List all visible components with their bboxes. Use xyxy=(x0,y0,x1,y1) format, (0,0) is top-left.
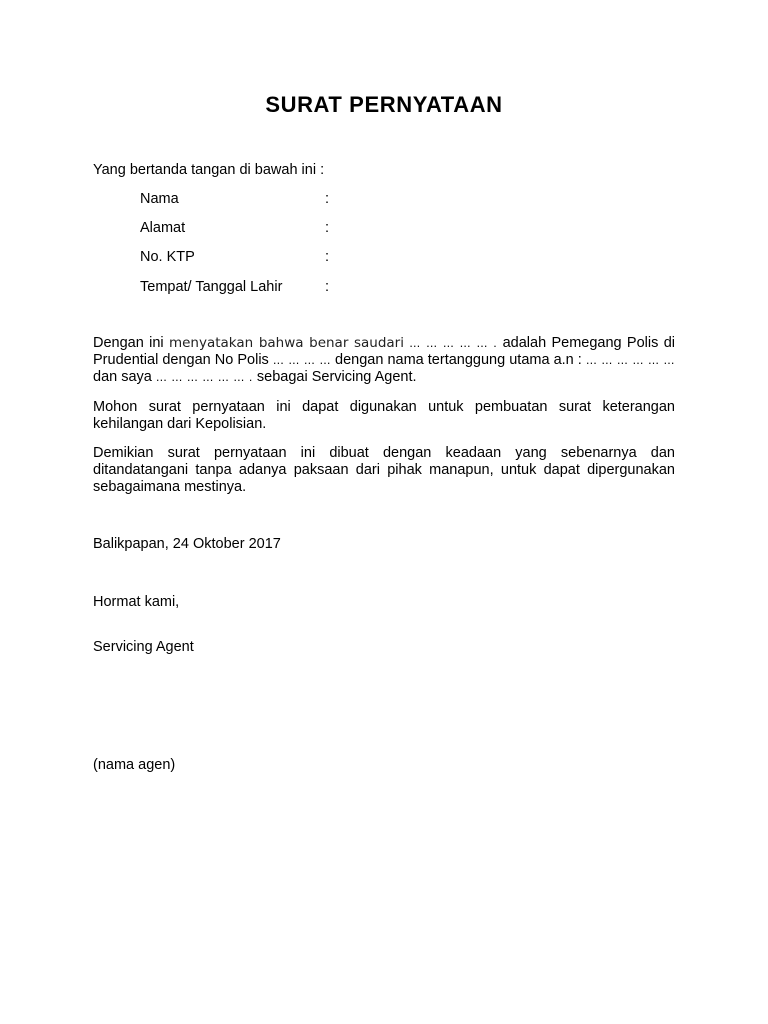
field-row-no-ktp xyxy=(140,249,440,269)
field-label: Tempat/ Tanggal Lahir xyxy=(140,279,283,295)
field-colon: : xyxy=(325,279,330,295)
blank-dots: … … … … … . xyxy=(403,337,503,350)
field-label: Alamat xyxy=(140,220,186,236)
paragraph-text: dan saya xyxy=(93,369,156,385)
field-colon: : xyxy=(325,249,330,265)
paragraph-text: Dengan ini xyxy=(93,335,169,351)
field-colon: : xyxy=(325,191,330,207)
blank-dots: … … … … xyxy=(272,354,331,367)
signer-name: (nama agen) xyxy=(93,757,176,773)
paragraph-text: menyatakan bahwa benar saudari xyxy=(168,335,404,351)
closing-paragraph: Demikian surat pernyataan ini dibuat dengan keadaan yang sebenarnya dan ditandatangani tanpa adanya paksaan dari pihak manapun, untuk dapat dipergunakan sebagaimana mestinya. xyxy=(93,445,675,495)
signer-role: Servicing Agent xyxy=(93,639,194,655)
closing-salutation: Hormat kami, xyxy=(93,594,180,610)
paragraph-text: adalah Pemegang Polis di Prudential dengan No Polis xyxy=(93,335,675,368)
field-row-alamat xyxy=(140,220,440,240)
field-label: No. KTP xyxy=(140,249,195,265)
document-title: SURAT PERNYATAAN xyxy=(265,92,503,117)
intro-line: Yang bertanda tangan di bawah ini : xyxy=(93,162,325,178)
statement-paragraph xyxy=(93,335,675,386)
field-label: Nama xyxy=(140,191,179,207)
field-row-nama xyxy=(140,191,440,211)
blank-dots: … … … … … … . xyxy=(155,371,253,384)
request-paragraph: Mohon surat pernyataan ini dapat digunakan untuk pembuatan surat keterangan kehilangan dari Kepolisian. xyxy=(93,399,675,432)
paragraph-text: sebagai Servicing Agent. xyxy=(252,369,417,385)
paragraph-text: dengan nama tertanggung utama a.n : xyxy=(330,352,586,368)
field-row-tempat-tanggal-lahir xyxy=(140,279,440,299)
field-colon: : xyxy=(325,220,330,236)
place-date: Balikpapan, 24 Oktober 2017 xyxy=(93,536,281,552)
blank-dots: … … … … … … xyxy=(585,354,676,367)
